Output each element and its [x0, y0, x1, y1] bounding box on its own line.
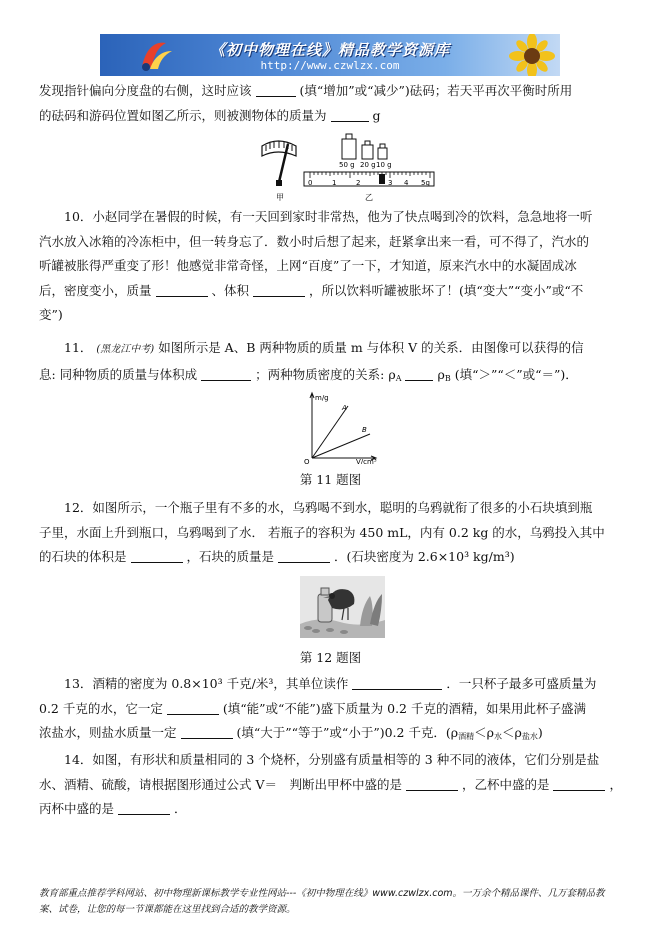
balance-dial	[262, 141, 296, 186]
answer-blank[interactable]	[553, 776, 605, 791]
banner-title: 《初中物理在线》精品教学资源库	[209, 41, 450, 59]
figure-label-yi: 乙	[365, 193, 373, 202]
answer-blank[interactable]	[405, 366, 433, 381]
answer-blank[interactable]	[181, 724, 233, 739]
weight-label: 10 g	[376, 161, 392, 169]
y-axis-label: m/g	[315, 394, 329, 402]
rider-scale	[304, 172, 434, 186]
answer-blank[interactable]	[253, 282, 305, 297]
figure-mass-volume-graph	[300, 390, 380, 464]
weight-label: 20 g	[360, 161, 376, 169]
banner-url[interactable]: http://www.czwlzx.com	[260, 59, 400, 72]
answer-blank[interactable]	[167, 700, 219, 715]
weight-label: 50 g	[339, 161, 355, 169]
x-axis-label: V/cm³	[356, 458, 377, 464]
answer-blank[interactable]	[406, 776, 458, 791]
answer-blank[interactable]	[118, 800, 170, 815]
page-footer: 教育部重点推荐学科网站、初中物理新课标教学专业性网站---《初中物理在线》www.czwlzx.com。一万余个精品课件、几万套精品教 案、试卷，让您的每一节课都能在这里找到合适的教学资源。	[39, 888, 605, 915]
answer-blank[interactable]	[331, 107, 369, 122]
origin-label: O	[304, 458, 310, 464]
scale-tick-label: 0	[308, 179, 313, 187]
answer-blank[interactable]	[352, 675, 442, 690]
header-banner	[100, 34, 560, 76]
question-13: 13．酒精的密度为 0.8×10³ 千克/米³，其单位读作 ．一只杯子最多可盛质量为 0.2 千克的水，它一定 (填“能”或“不能”)盛下质量为 0.2 千克的酒精，如果用此杯子盛满 浓盐水，则盐水质量一定 (填“大于”“等于”或“小于”)0.2 千克．$(\rho_{酒精}<\rho_水<\rho_{盐水})$	[39, 676, 597, 741]
answer-blank[interactable]	[278, 548, 330, 563]
question-11: 11． (黑龙江中考) 如图所示是 A、B 两种物质的质量 m 与体积 V 的关系．由图像可以获得的信 息: 同种物质的质量与体积成 ；两种物质密度的关系: $\rho_A$ $\rho_B$ (填“＞”“＜”或“＝”)．	[39, 340, 584, 383]
scale-tick-label: 4	[404, 179, 409, 187]
scale-tick-label: 3	[388, 179, 393, 187]
question-10: 10．小赵同学在暑假的时候，有一天回到家时非常热，他为了快点喝到冷的饮料，急急地将一听 汽水放入冰箱的冷冻柜中，但一转身忘了．数小时后想了起来，赶紧拿出来一看，可不得了，汽水的 听罐被胀得严重变了形！他感觉非常奇怪，上网“百度”了一下，才知道，原来汽水中的水凝固成冰 后，密度变小，质量 、体积 ，所以饮料听罐被胀坏了！(填“变大”“变小”或“不 变”)	[39, 209, 593, 322]
line-a-label: A	[342, 404, 347, 412]
answer-blank[interactable]	[256, 82, 296, 97]
question-12: 12．如图所示，一个瓶子里有不多的水，乌鸦喝不到水，聪明的乌鸦就衔了很多的小石块填到瓶 子里，水面上升到瓶口，乌鸦喝到了水． 若瓶子的容积为 450 mL，内有 0.2 kg 的水，乌鸦投入其中 的石块的体积是 ，石块的质量是 ．(石块密度为 2.6×10³ kg/m³)	[39, 500, 605, 564]
figure-12-caption: 第 12 题图	[299, 650, 362, 665]
scale-tick-label: 2	[356, 179, 361, 187]
figure-label-jia: 甲	[276, 193, 284, 202]
crow-bottle-illustration	[300, 576, 385, 638]
answer-blank[interactable]	[201, 366, 251, 381]
figure-balance	[250, 130, 440, 202]
figure-11-caption: 第 11 题图	[299, 472, 362, 487]
scale-tick-label: 1	[332, 179, 337, 187]
answer-blank[interactable]	[156, 282, 208, 297]
question-9: 发现指针偏向分度盘的右侧，这时应该 (填“增加”或“减少”)砝码；若天平再次平衡时所用 的砝码和游码位置如图乙所示，则被测物体的质量为 g	[39, 83, 573, 123]
sunflower-icon	[500, 34, 560, 76]
weight-set	[342, 134, 387, 159]
line-b-label: B	[362, 426, 367, 434]
scale-tick-label: 5g	[421, 179, 430, 187]
answer-blank[interactable]	[131, 548, 183, 563]
question-14: 14．如图，有形状和质量相同的 3 个烧杯，分别盛有质量相等的 3 种不同的液体，它们分别是盐 水、酒精、硫酸，请根据图形通过公式 V＝ 判断出甲杯中盛的是 ，乙杯中盛的是 ， 丙杯中盛的是 ．	[39, 752, 622, 816]
